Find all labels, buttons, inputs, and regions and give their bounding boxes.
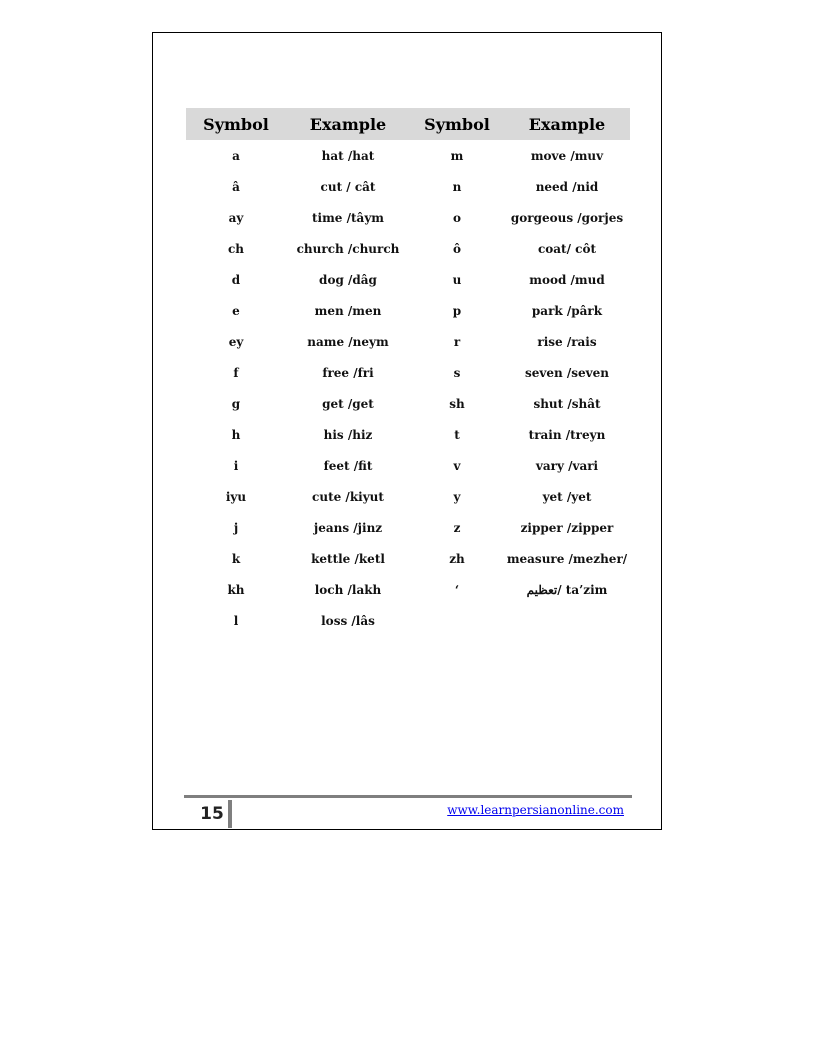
symbol-cell: i [233,458,239,473]
table-row [186,326,630,357]
symbol-cell: kh [227,582,245,597]
symbol-cell: g [231,396,241,411]
symbol-table [186,108,630,636]
example-cell: dog /dâg [319,272,377,287]
table-row [186,388,630,419]
example-cell: cute /kiyut [312,489,384,504]
table-row [186,233,630,264]
column-header-example: Example [504,108,630,140]
example-cell: need /nid [535,179,599,194]
example-cell: loss /lâs [321,613,375,628]
symbol-cell: l [233,613,239,628]
example-cell: zipper /zipper [520,520,614,535]
symbol-cell: d [231,272,241,287]
example-cell: measure /mezher/ [506,551,628,566]
table-row [186,481,630,512]
symbol-cell: zh [449,551,465,566]
example-cell: cut / cât [320,179,376,194]
column-header-example: Example [286,108,410,140]
example-cell: تعظیم/ ta’zim [526,582,608,597]
symbol-cell: a [232,148,240,163]
symbol-cell: ay [228,210,244,225]
example-cell: his /hiz [323,427,373,442]
example-cell: train /treyn [528,427,606,442]
example-cell: seven /seven [524,365,609,380]
example-cell: vary /vari [535,458,599,473]
table-row [186,543,630,574]
example-cell: name /neym [307,334,389,349]
table-row [186,140,630,171]
symbol-cell: ‘ [454,582,460,597]
website-link[interactable]: www.learnpersianonline.com [447,803,624,817]
example-cell: loch /lakh [314,582,382,597]
table-row [186,171,630,202]
symbol-cell: z [453,520,461,535]
example-cell: move /muv [530,148,604,163]
table-row [186,512,630,543]
example-cell: mood /mud [529,272,605,287]
symbol-cell: ô [452,241,461,256]
table-row [186,264,630,295]
symbol-cell: h [231,427,241,442]
example-cell: gorgeous /gorjes [510,210,624,225]
symbol-cell: j [233,520,239,535]
example-cell: feet /fit [323,458,373,473]
symbol-cell: m [450,148,464,163]
example-cell: rise /rais [537,334,597,349]
example-cell: yet /yet [542,489,592,504]
example-cell: get /get [322,396,374,411]
example-cell: coat/ côt [537,241,597,256]
page-number: 15 [196,800,232,828]
symbol-cell: f [233,365,239,380]
symbol-cell: ey [228,334,244,349]
table-row [186,202,630,233]
table-row [186,295,630,326]
symbol-cell: â [232,179,240,194]
symbol-cell: iyu [225,489,247,504]
example-cell [504,605,630,636]
example-cell: hat /hat [321,148,375,163]
symbol-cell: n [452,179,462,194]
table-row [186,450,630,481]
symbol-cell: p [452,303,462,318]
example-cell: park /pârk [531,303,603,318]
example-cell: time /tâym [312,210,384,225]
example-cell: jeans /jinz [313,520,383,535]
symbol-cell: s [453,365,461,380]
footer-rule [184,795,632,798]
symbol-cell: o [452,210,461,225]
table-row [186,605,630,636]
example-cell: men /men [314,303,382,318]
table-row [186,574,630,605]
symbol-cell: k [231,551,241,566]
table-row [186,419,630,450]
symbol-cell: e [232,303,240,318]
column-header-symbol: Symbol [410,108,504,140]
symbol-cell: v [453,458,461,473]
symbol-cell: y [453,489,461,504]
symbol-cell: u [452,272,462,287]
example-cell: kettle /ketl [311,551,385,566]
table-body [186,140,630,636]
symbol-cell: sh [449,396,465,411]
column-header-symbol: Symbol [186,108,286,140]
example-cell: free /fri [322,365,374,380]
table-header-row [186,108,630,140]
table-row [186,357,630,388]
symbol-cell [410,605,504,636]
symbol-cell: ch [227,241,245,256]
symbol-cell: r [453,334,461,349]
symbol-cell: t [454,427,460,442]
example-cell: shut /shât [533,396,601,411]
example-cell: church /church [296,241,400,256]
